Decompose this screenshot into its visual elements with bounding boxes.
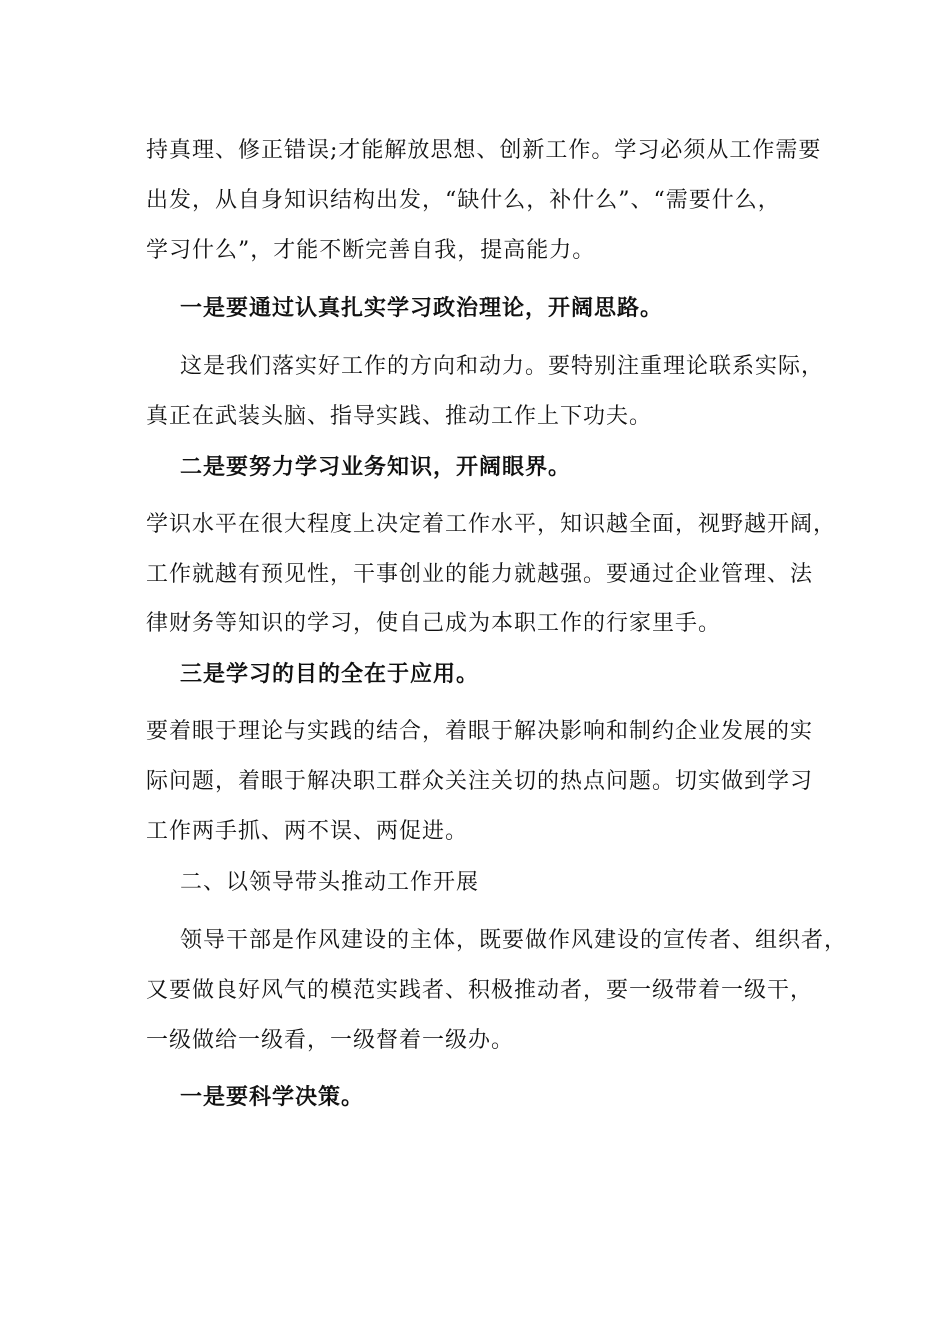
paragraph-line: 工作两手抓、两不误、两促进。: [146, 819, 469, 844]
section-heading: 二、以领导带头推动工作开展: [180, 870, 480, 895]
section-heading: 一是要通过认真扎实学习政治理论，开阔思路。: [180, 296, 664, 321]
paragraph-line: 要着眼于理论与实践的结合，着眼于解决影响和制约企业发展的实: [146, 719, 814, 744]
paragraph-line: 工作就越有预见性，干事创业的能力就越强。要通过企业管理、法: [146, 562, 814, 587]
paragraph-line: 一级做给一级看，一级督着一级办。: [146, 1028, 515, 1053]
paragraph-line: 际问题，着眼于解决职工群众关注关切的热点问题。切实做到学习: [146, 769, 814, 794]
section-heading: 二是要努力学习业务知识，开阔眼界。: [180, 455, 572, 480]
paragraph-line: 领导干部是作风建设的主体，既要做作风建设的宣传者、组织者，: [180, 928, 848, 953]
paragraph-line: 出发，从自身知识结构出发，“缺什么，补什么”、“需要什么，: [146, 188, 781, 213]
paragraph-line: 持真理、修正错误;才能解放思想、创新工作。学习必须从工作需要: [146, 138, 822, 163]
paragraph-line: 真正在武装头脑、指导实践、推动工作上下功夫。: [146, 404, 653, 429]
paragraph-line: 这是我们落实好工作的方向和动力。要特别注重理论联系实际，: [180, 354, 825, 379]
paragraph-line: 学识水平在很大程度上决定着工作水平，知识越全面，视野越开阔，: [146, 512, 837, 537]
paragraph-line: 学习什么”，才能不断完善自我，提高能力。: [146, 238, 596, 263]
section-heading: 三是学习的目的全在于应用。: [180, 662, 480, 687]
section-heading: 一是要科学决策。: [180, 1085, 365, 1110]
paragraph-line: 律财务等知识的学习，使自己成为本职工作的行家里手。: [146, 611, 722, 636]
paragraph-line: 又要做良好风气的模范实践者、积极推动者，要一级带着一级干，: [146, 978, 814, 1003]
